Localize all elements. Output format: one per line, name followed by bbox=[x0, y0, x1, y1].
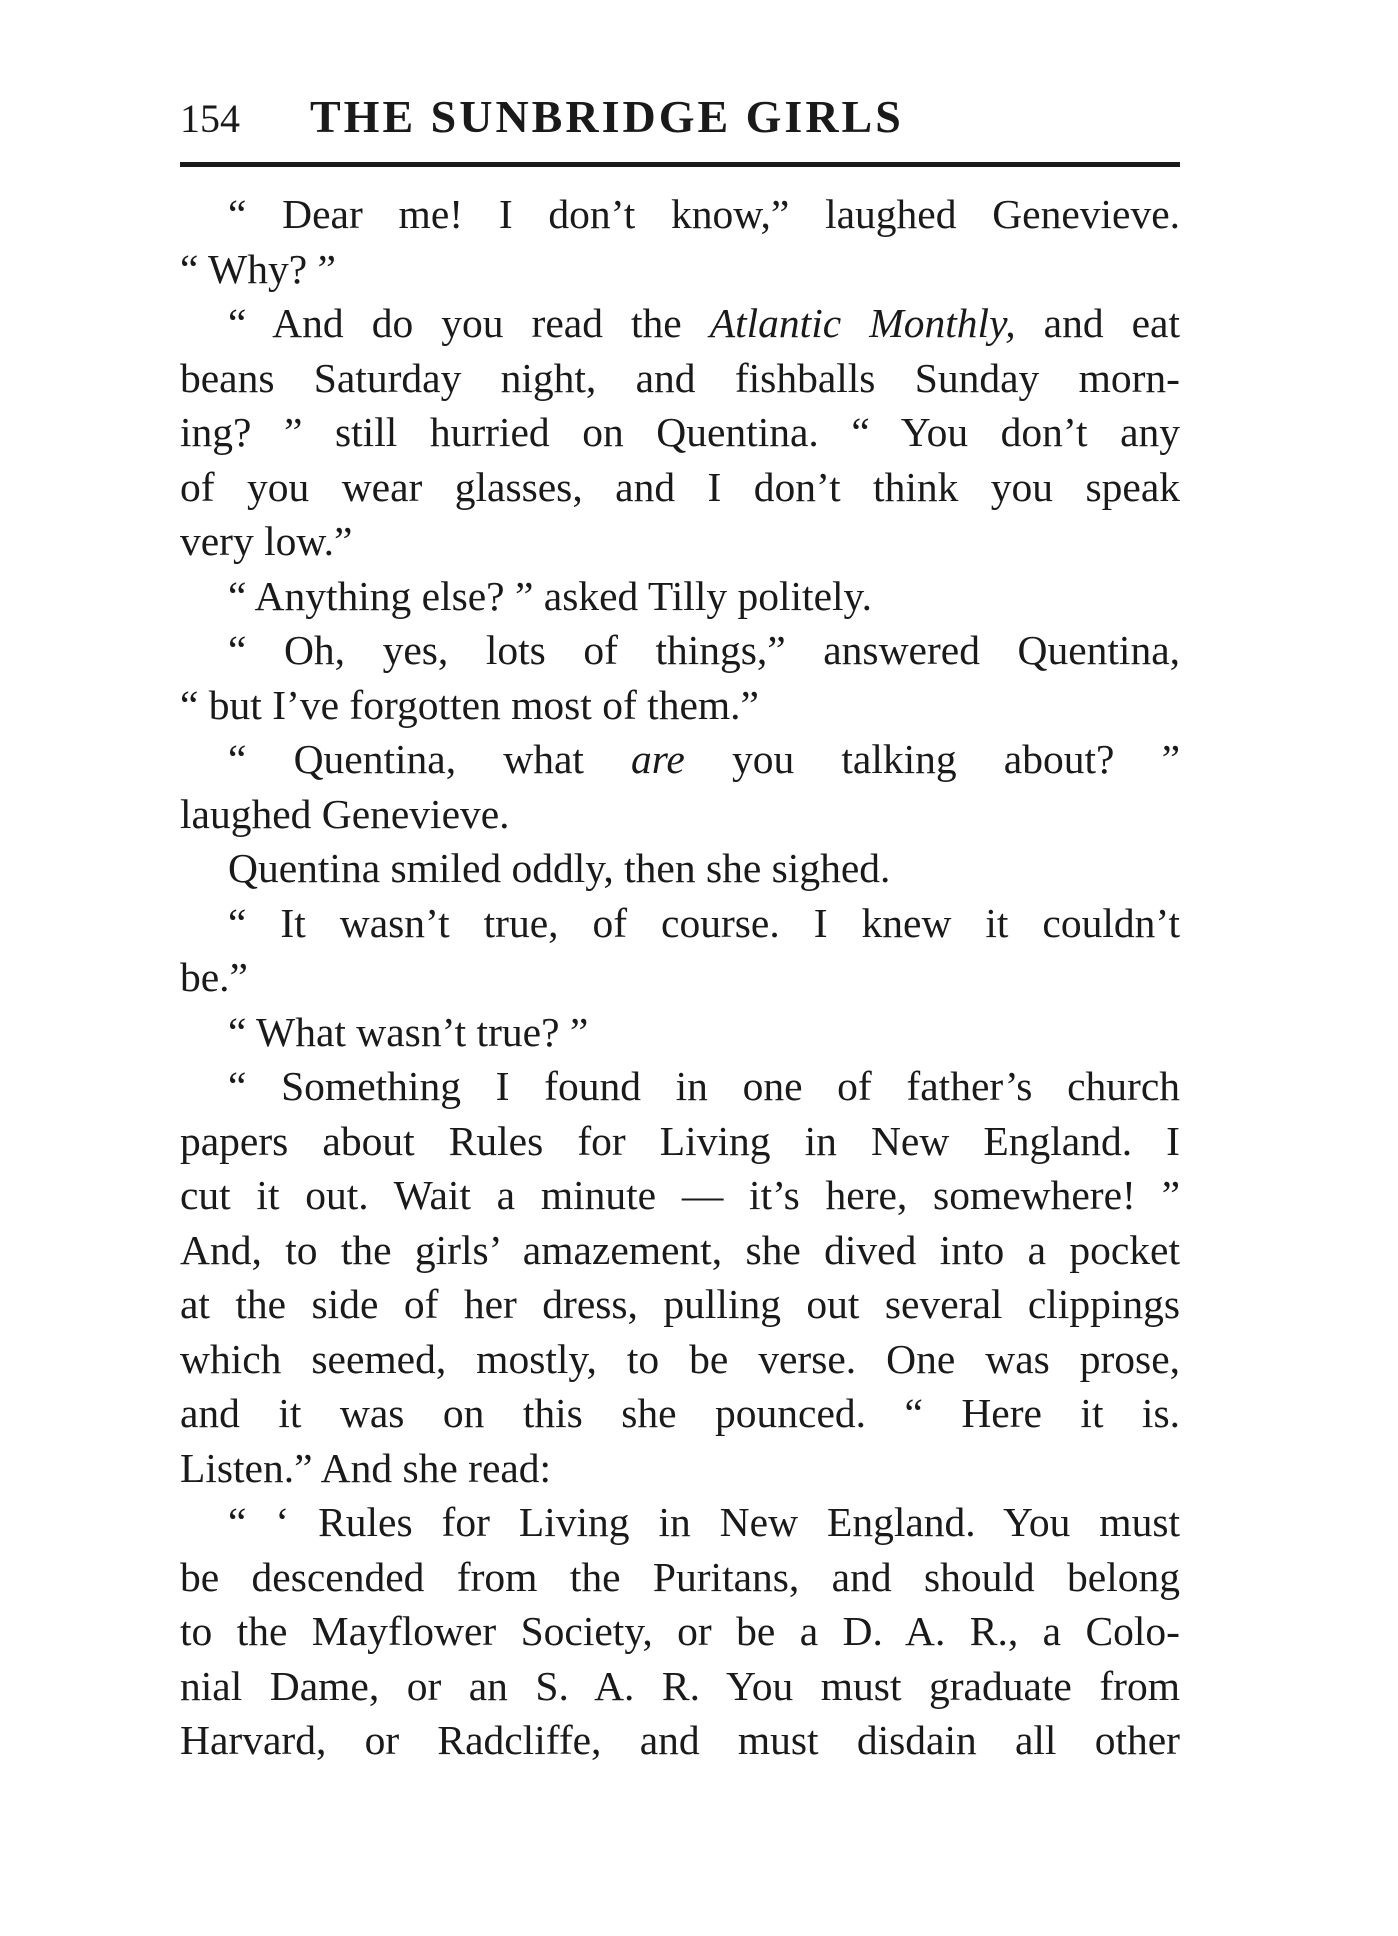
page-number: 154 bbox=[180, 96, 240, 141]
text-line bbox=[180, 1604, 1180, 1659]
line-text: Harvard, or Radcliffe, and must disdain all other bbox=[180, 1717, 1180, 1763]
line-text: and it was on this she pounced. “ Here it is. bbox=[180, 1390, 1180, 1436]
line-text: “ but I’ve forgotten most of them.” bbox=[180, 681, 759, 728]
line-text: be descended from the Puritans, and should belong bbox=[180, 1553, 1180, 1600]
line-text: “ It wasn’t true, of course. I knew it couldn’t bbox=[228, 899, 1180, 946]
text-line bbox=[180, 1223, 1180, 1278]
body-text bbox=[180, 187, 1180, 1768]
line-text: at the side of her dress, pulling out several clippings bbox=[180, 1281, 1180, 1327]
line-text: beans Saturday night, and fishballs Sunday morn- bbox=[180, 354, 1180, 401]
text-line bbox=[180, 896, 1180, 951]
line-text: “ Quentina, what bbox=[228, 736, 632, 782]
text-line bbox=[180, 787, 1180, 842]
italic-text: are bbox=[631, 736, 685, 782]
text-line bbox=[180, 1332, 1180, 1387]
text-line bbox=[180, 405, 1180, 460]
line-text: “ Anything else? ” asked Tilly politely. bbox=[228, 572, 872, 619]
line-text: very low.” bbox=[180, 518, 353, 564]
line-text: of you wear glasses, and I don’t think you speak bbox=[180, 463, 1180, 510]
text-line bbox=[180, 1168, 1180, 1223]
italic-text: Atlantic Monthly, bbox=[709, 300, 1016, 346]
text-line bbox=[180, 1277, 1180, 1332]
line-text: cut it out. Wait a minute — it’s here, somewhere! ” bbox=[180, 1172, 1180, 1218]
text-line bbox=[180, 678, 1180, 733]
text-line bbox=[180, 351, 1180, 406]
line-text: nial Dame, or an S. A. R. You must graduate from bbox=[180, 1662, 1180, 1709]
line-text: papers about Rules for Living in New England. I bbox=[180, 1117, 1180, 1164]
text-line bbox=[180, 1495, 1180, 1550]
line-text: laughed Genevieve. bbox=[180, 790, 510, 837]
text-line bbox=[180, 1441, 1180, 1496]
text-line bbox=[180, 514, 1180, 569]
text-line bbox=[180, 1059, 1180, 1114]
line-text: “ ‘ Rules for Living in New England. You must bbox=[228, 1499, 1180, 1545]
text-line bbox=[180, 623, 1180, 678]
running-title: THE SUNBRIDGE GIRLS bbox=[310, 91, 904, 142]
text-line bbox=[180, 732, 1180, 787]
book-page bbox=[180, 88, 1180, 1768]
line-text: “ Why? ” bbox=[180, 245, 336, 292]
line-text: Listen.” And she read: bbox=[180, 1444, 552, 1491]
line-text: which seemed, mostly, to be verse. One was prose, bbox=[180, 1335, 1180, 1382]
text-line bbox=[180, 1386, 1180, 1441]
line-text: “ Something I found in one of father’s church bbox=[228, 1063, 1180, 1109]
text-line bbox=[180, 1005, 1180, 1060]
line-text: And, to the girls’ amazement, she dived into a pocket bbox=[180, 1226, 1180, 1273]
line-text: and eat bbox=[1015, 300, 1180, 346]
line-text: to the Mayflower Society, or be a D. A. R., a Colo- bbox=[180, 1608, 1180, 1654]
line-text: “ Oh, yes, lots of things,” answered Quentina, bbox=[228, 627, 1180, 673]
line-text: you talking about? ” bbox=[684, 736, 1180, 782]
header-rule bbox=[180, 162, 1180, 167]
line-text: be.” bbox=[180, 954, 248, 1000]
running-head bbox=[180, 88, 1180, 146]
text-line bbox=[180, 1659, 1180, 1714]
text-line bbox=[180, 1713, 1180, 1768]
line-text: “ And do you read the bbox=[228, 300, 710, 346]
text-line bbox=[180, 296, 1180, 351]
text-line bbox=[180, 950, 1180, 1005]
line-text: ing? ” still hurried on Quentina. “ You don’t any bbox=[180, 409, 1180, 455]
text-line bbox=[180, 187, 1180, 242]
line-text: Quentina smiled oddly, then she sighed. bbox=[228, 845, 891, 891]
text-line bbox=[180, 569, 1180, 624]
line-text: “ Dear me! I don’t know,” laughed Genevieve. bbox=[228, 191, 1180, 237]
text-line bbox=[180, 1550, 1180, 1605]
line-text: “ What wasn’t true? ” bbox=[228, 1008, 589, 1055]
text-line bbox=[180, 1114, 1180, 1169]
text-line bbox=[180, 841, 1180, 896]
text-line bbox=[180, 242, 1180, 297]
text-line bbox=[180, 460, 1180, 515]
